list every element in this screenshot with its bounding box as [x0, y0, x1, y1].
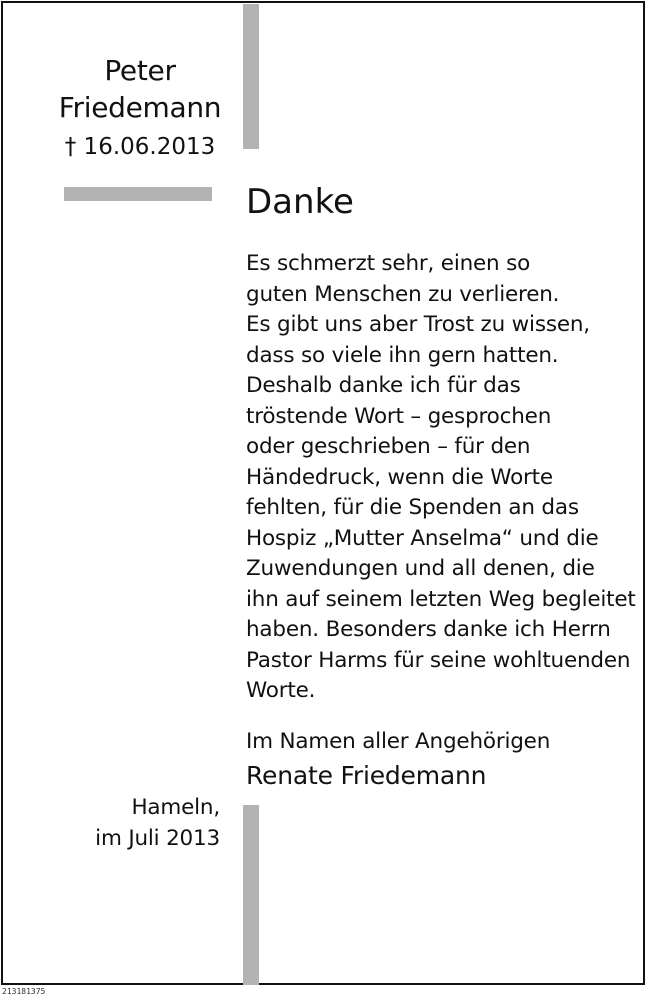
- deceased-last-name: Friedemann: [58, 91, 222, 124]
- text-line: Es gibt uns aber Trost zu wissen,: [246, 312, 590, 337]
- text-line: ihn auf seinem letzten Weg begleitet: [246, 586, 636, 612]
- date: im Juli 2013: [95, 826, 220, 851]
- signature-name: Renate Friedemann: [246, 761, 487, 790]
- death-date: † 16.06.2013: [64, 134, 216, 160]
- text-line: Pastor Harms für seine wohltuenden: [246, 647, 631, 673]
- text-line: oder geschrieben – für den: [246, 434, 531, 459]
- text-line: tröstende Wort – gesprochen: [246, 403, 552, 429]
- text-line: Hospiz „Mutter Anselma“ und die: [246, 525, 599, 551]
- text-line: dass so viele ihn gern hatten.: [246, 342, 559, 368]
- text-line: Worte.: [246, 678, 316, 703]
- cross-bar-bottom: [243, 805, 259, 985]
- text-line: Zuwendungen und all denen, die: [246, 556, 595, 581]
- place: Hameln,: [131, 795, 220, 820]
- cross-bar-top: [243, 4, 259, 149]
- reference-code: 213181375: [2, 987, 46, 996]
- text-line: haben. Besonders danke ich Herrn: [246, 617, 611, 642]
- heading: Danke: [246, 182, 354, 222]
- text-line: Händedruck, wenn die Worte: [246, 464, 553, 490]
- text-line: Deshalb danke ich für das: [246, 373, 521, 398]
- deceased-first-name: Peter: [104, 54, 176, 87]
- thank-you-text: [246, 249, 646, 707]
- text-line: guten Menschen zu verlieren.: [246, 281, 560, 307]
- text-line: Es schmerzt sehr, einen so: [246, 251, 531, 276]
- closing-line: Im Namen aller Angehörigen: [246, 729, 551, 754]
- text-line: fehlten, für die Spenden an das: [246, 495, 579, 520]
- cross-bar-horizontal: [64, 187, 212, 201]
